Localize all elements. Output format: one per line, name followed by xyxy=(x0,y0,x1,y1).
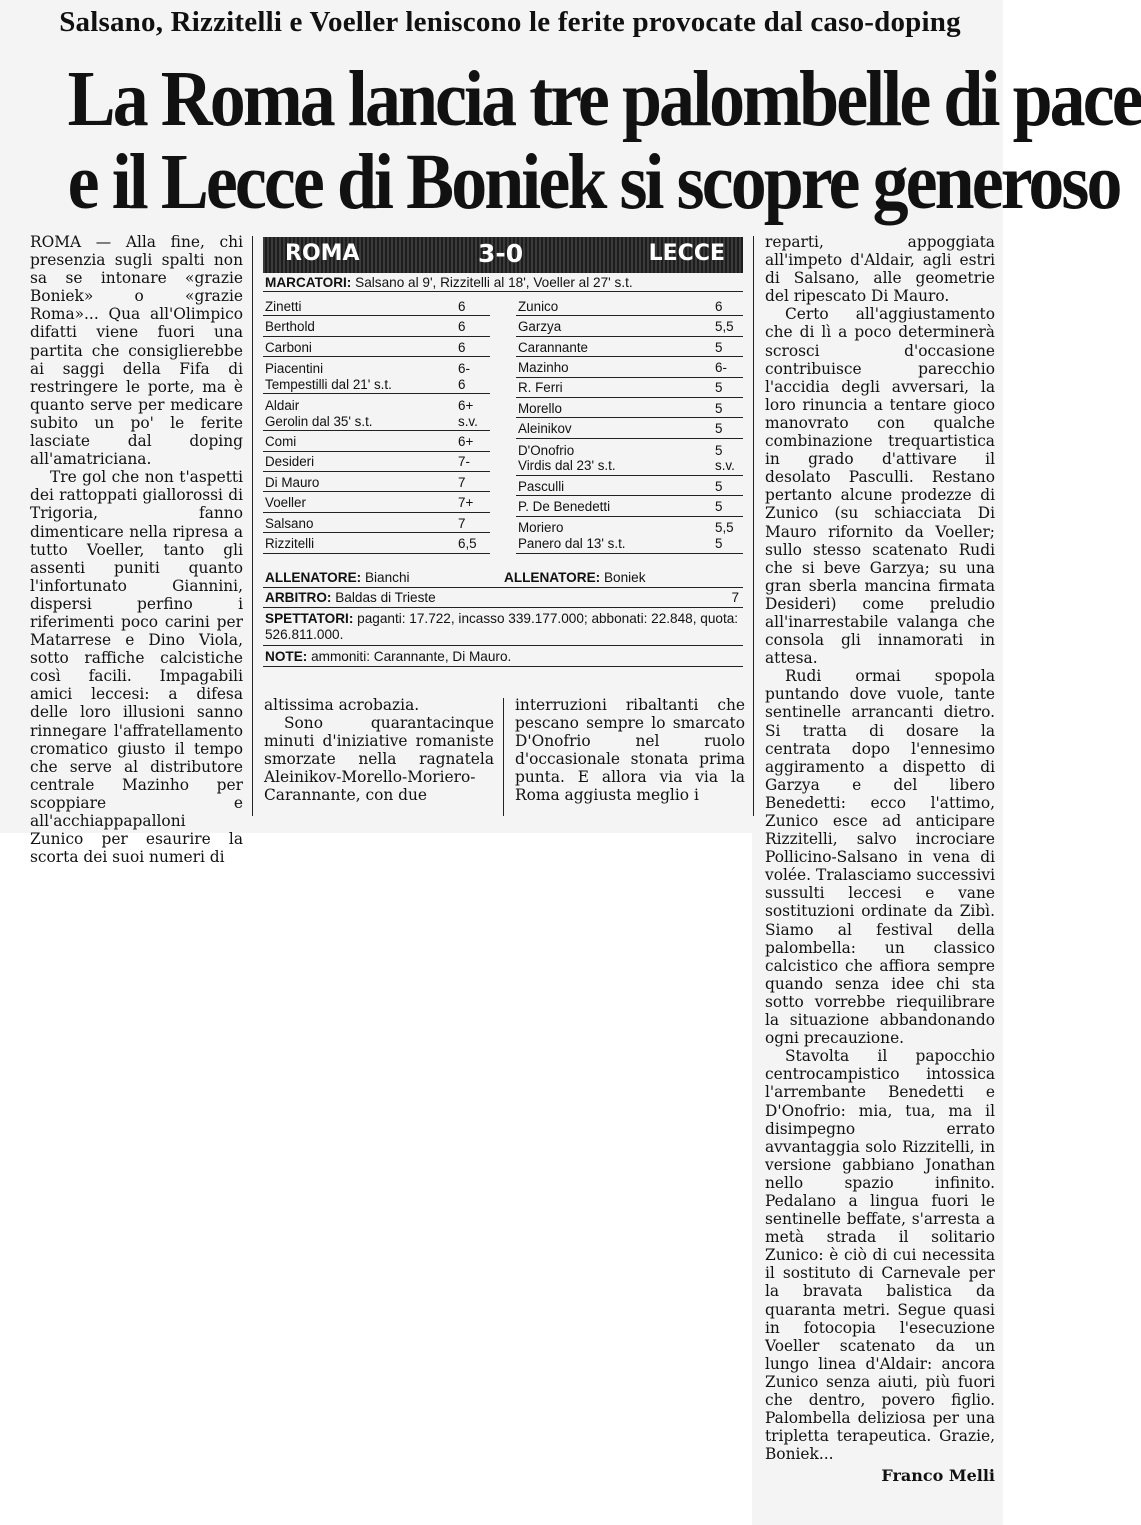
substitute-rating: 6 xyxy=(458,376,466,392)
notes-line xyxy=(263,646,743,667)
away-player-row xyxy=(516,296,743,316)
player-name: Carannante xyxy=(518,339,588,355)
lineups xyxy=(263,296,743,554)
middle-1-paragraph-2: Sono quarantacinque minuti d'iniziative romaniste smorzate nella ragnatela Aleinikov-Morello-Moriero-Carannante, con due xyxy=(264,714,494,805)
home-player-row xyxy=(263,452,490,472)
substitute-name: Panero dal 13' s.t. xyxy=(518,535,626,551)
referee-line xyxy=(263,588,743,608)
home-player-row xyxy=(263,472,490,492)
player-name: Berthold xyxy=(265,319,315,335)
home-player-row xyxy=(263,394,490,431)
column-rule-left xyxy=(252,236,253,816)
home-player-row xyxy=(263,533,490,553)
away-player-row xyxy=(516,398,743,418)
home-player-row xyxy=(263,513,490,533)
home-lineup xyxy=(263,296,490,554)
player-name: Zunico xyxy=(518,298,559,314)
middle-1-paragraph-1: altissima acrobazia. xyxy=(264,696,420,714)
spectators-line xyxy=(263,608,743,646)
home-team: ROMA xyxy=(285,241,360,266)
column-rule-right xyxy=(753,236,754,816)
player-rating: 6- xyxy=(458,360,470,376)
substitute-rating: 5 xyxy=(715,535,723,551)
player-name: Aldair xyxy=(265,397,300,413)
middle-column-2 xyxy=(515,696,745,805)
player-rating: 5,5 xyxy=(715,520,734,536)
away-player-row xyxy=(516,316,743,336)
player-rating: 6,5 xyxy=(458,535,477,551)
player-name: Salsano xyxy=(265,515,314,531)
scorers-label: MARCATORI: xyxy=(265,275,352,290)
away-player-row xyxy=(516,476,743,496)
coach-label: ALLENATORE: xyxy=(504,569,601,585)
player-name: R. Ferri xyxy=(518,380,563,396)
referee-label: ARBITRO: xyxy=(265,589,332,605)
player-rating: 7+ xyxy=(458,495,474,511)
player-rating: 5 xyxy=(715,442,723,458)
player-name: Morello xyxy=(518,400,562,416)
referee: Baldas di Trieste xyxy=(335,589,436,605)
player-rating: 6- xyxy=(715,359,727,375)
coaches-line xyxy=(263,554,743,588)
away-coach: Boniek xyxy=(603,569,646,585)
home-coach: Bianchi xyxy=(364,569,410,585)
headline-line-2: e il Lecce di Boniek si scopre generoso xyxy=(67,139,1120,226)
player-name: Garzya xyxy=(518,319,562,335)
home-player-row xyxy=(263,492,490,512)
player-name: Mazinho xyxy=(518,359,569,375)
home-player-row xyxy=(263,296,490,316)
substitute-rating: s.v. xyxy=(458,413,478,429)
player-name: Carboni xyxy=(265,339,312,355)
substitute-name: Virdis dal 23' s.t. xyxy=(518,458,616,474)
left-paragraph-2: Tre gol che non t'aspetti dei rattoppati giallorossi di Trigoria, fanno dimenticare nella ripresa a tutto Voeller, tanto gli assenti puniti quanto l'infortunato Giannini, dispersi perfino i riferimenti poco carini per Matarrese e Dino Viola, sotto raffiche calcistiche così facili. Impagabili amici leccesi: a difesa delle loro illusioni sanno rinnegare l'affratellamento cromatico giusto il tempo che serve al distributore centrale Mazinho per scoppiare e all'acchiappapalloni Zunico per esaurire la scorta dei suoi numeri di xyxy=(30,468,243,867)
player-name: P. De Benedetti xyxy=(518,498,611,514)
player-rating: 6+ xyxy=(458,397,474,413)
author-signature: Franco Melli xyxy=(881,1466,995,1486)
scorers: Salsano al 9', Rizzitelli al 18', Voeller al 27' s.t. xyxy=(355,275,633,290)
away-lineup xyxy=(516,296,743,554)
scorers-line xyxy=(263,273,743,292)
left-paragraph-1: ROMA — Alla fine, chi presenzia sugli spalti non sa se intonare «grazie Boniek» o «grazie Roma»... Qua all'Olimpico difatti viene fuori una partita che consiglierebbe ai saggi della Fifa di restringere le porte, ma è quanto serve per medicare subito un po' le ferite lasciate dal doping all'amatriciana. xyxy=(30,233,243,469)
away-player-row xyxy=(516,496,743,516)
player-rating: 6+ xyxy=(458,433,474,449)
headline-line-1: La Roma lancia tre palombelle di pace xyxy=(67,56,1141,143)
home-player-row xyxy=(263,431,490,451)
player-rating: 6 xyxy=(715,298,723,314)
player-name: Rizzitelli xyxy=(265,535,315,551)
referee-rating: 7 xyxy=(731,589,739,605)
away-player-row xyxy=(516,418,743,438)
player-name: Aleinikov xyxy=(518,421,572,437)
away-coach-cell xyxy=(504,570,743,585)
player-rating: 6 xyxy=(458,339,466,355)
away-player-row xyxy=(516,378,743,398)
player-name: Voeller xyxy=(265,495,306,511)
middle-column-1 xyxy=(264,696,494,805)
substitute-name: Tempestilli dal 21' s.t. xyxy=(265,376,392,392)
substitute-rating: s.v. xyxy=(715,458,735,474)
player-rating: 5 xyxy=(715,478,723,494)
player-rating: 6 xyxy=(458,298,466,314)
player-rating: 5 xyxy=(715,339,723,355)
headline xyxy=(67,56,1141,226)
right-paragraph-4: Stavolta il papocchio centrocampistico intossica l'arrembante Benedetti e D'Onofrio: mia, tua, ma il disimpegno errato avvantaggia solo Rizzitelli, in versione gabbiano Jonathan nello spazio infinito. Pedalano a lingua fuori le sentinelle beffate, s'arresta a metà strada il solitario Zunico: è ciò di cui necessita il sostituto di Carnevale per la bravata balistica da quaranta metri. Segue quasi in fotocopia l'esecuzione Voeller scatenato da un lungo linea d'Aldair: ancora Zunico senza aiuti, più fuori che dentro, povero figlio. Palombella deliziosa per una tripletta terapeutica. Grazie, Boniek... xyxy=(765,1047,995,1464)
player-rating: 7 xyxy=(458,474,466,490)
player-rating: 5 xyxy=(715,400,723,416)
left-column xyxy=(30,233,243,866)
player-name: Zinetti xyxy=(265,298,302,314)
column-rule-middle xyxy=(503,698,504,816)
player-name: Comi xyxy=(265,433,297,449)
right-paragraph-2: Certo all'aggiustamento che di lì a poco determinerà scrosci d'occasione contribuisce parecchio l'accidia degli avversari, la loro rinuncia a tentare gioco manovrato con qualche combinazione trequartistica in grado d'attivare il desolato Pasculli. Restano pertanto alcune prodezze di Zunico (su schiacciata Di Mauro rifornito da Voeller; sullo stesso scatenato Rudi che si beve Garzya; su una gran sberla mancina firmata Desideri) come preludio all'inarrestabile valanga che consola gli innamorati in attesa. xyxy=(765,305,995,668)
spectators: paganti: 17.722, incasso 339.177.000; abbonati: 22.848, quota: 526.811.000. xyxy=(265,610,739,642)
substitute-name: Gerolin dal 35' s.t. xyxy=(265,413,373,429)
away-player-row xyxy=(516,337,743,357)
player-rating: 7- xyxy=(458,454,470,470)
middle-2-paragraph-1: interruzioni ribaltanti che pescano sempre lo smarcato D'Onofrio nel ruolo d'occasionale stonata prima punta. E allora via via la Roma aggiusta meglio i xyxy=(515,696,745,805)
scoreboard xyxy=(263,237,743,667)
final-score: 3-0 xyxy=(478,239,524,268)
home-player-row xyxy=(263,337,490,357)
right-column xyxy=(765,233,995,1485)
player-name: Pasculli xyxy=(518,478,565,494)
spectators-label: SPETTATORI: xyxy=(265,610,354,626)
player-rating: 7 xyxy=(458,515,466,531)
away-player-row xyxy=(516,357,743,377)
player-rating: 6 xyxy=(458,319,466,335)
player-name: Desideri xyxy=(265,454,315,470)
player-rating: 5 xyxy=(715,421,723,437)
notes: ammoniti: Carannante, Di Mauro. xyxy=(311,648,512,664)
player-rating: 5 xyxy=(715,380,723,396)
player-name: Moriero xyxy=(518,520,564,536)
right-paragraph-3: Rudi ormai spopola puntando dove vuole, tante sentinelle arrancanti dietro. Si tratta di dosare la centrata dopo l'ennesimo aggiramento a dispetto di Garzya e del libero Benedetti: ecco l'attimo, Zunico esce ad anticipare Rizzitelli, salvo incrociare Pollicino-Salsano in vena di volée. Tralasciamo successivi sussulti leccesi e vane sostituzioni ordinate da Zibì. Siamo al festival della palombella: un classico calcistico che affiora sempre quando senza idee chi sta sotto vorrebbe riequilibrare la situazione abbandonando ogni precauzione. xyxy=(765,667,995,1048)
kicker: Salsano, Rizzitelli e Voeller leniscono le ferite provocate dal caso-doping xyxy=(59,6,961,38)
away-player-row xyxy=(516,439,743,476)
player-rating: 5,5 xyxy=(715,319,734,335)
home-player-row xyxy=(263,357,490,394)
player-name: Piacentini xyxy=(265,360,324,376)
player-rating: 5 xyxy=(715,498,723,514)
home-coach-cell xyxy=(265,570,504,585)
coach-label: ALLENATORE: xyxy=(265,569,362,585)
right-paragraph-1: reparti, appoggiata all'impeto d'Aldair, agli estri di Salsano, alle geometrie del ripescato Di Mauro. xyxy=(765,233,995,306)
away-player-row xyxy=(516,517,743,554)
away-team: LECCE xyxy=(648,241,725,266)
notes-label: NOTE: xyxy=(265,648,308,664)
home-player-row xyxy=(263,316,490,336)
player-name: D'Onofrio xyxy=(518,442,575,458)
player-name: Di Mauro xyxy=(265,474,320,490)
score-banner xyxy=(263,237,743,273)
